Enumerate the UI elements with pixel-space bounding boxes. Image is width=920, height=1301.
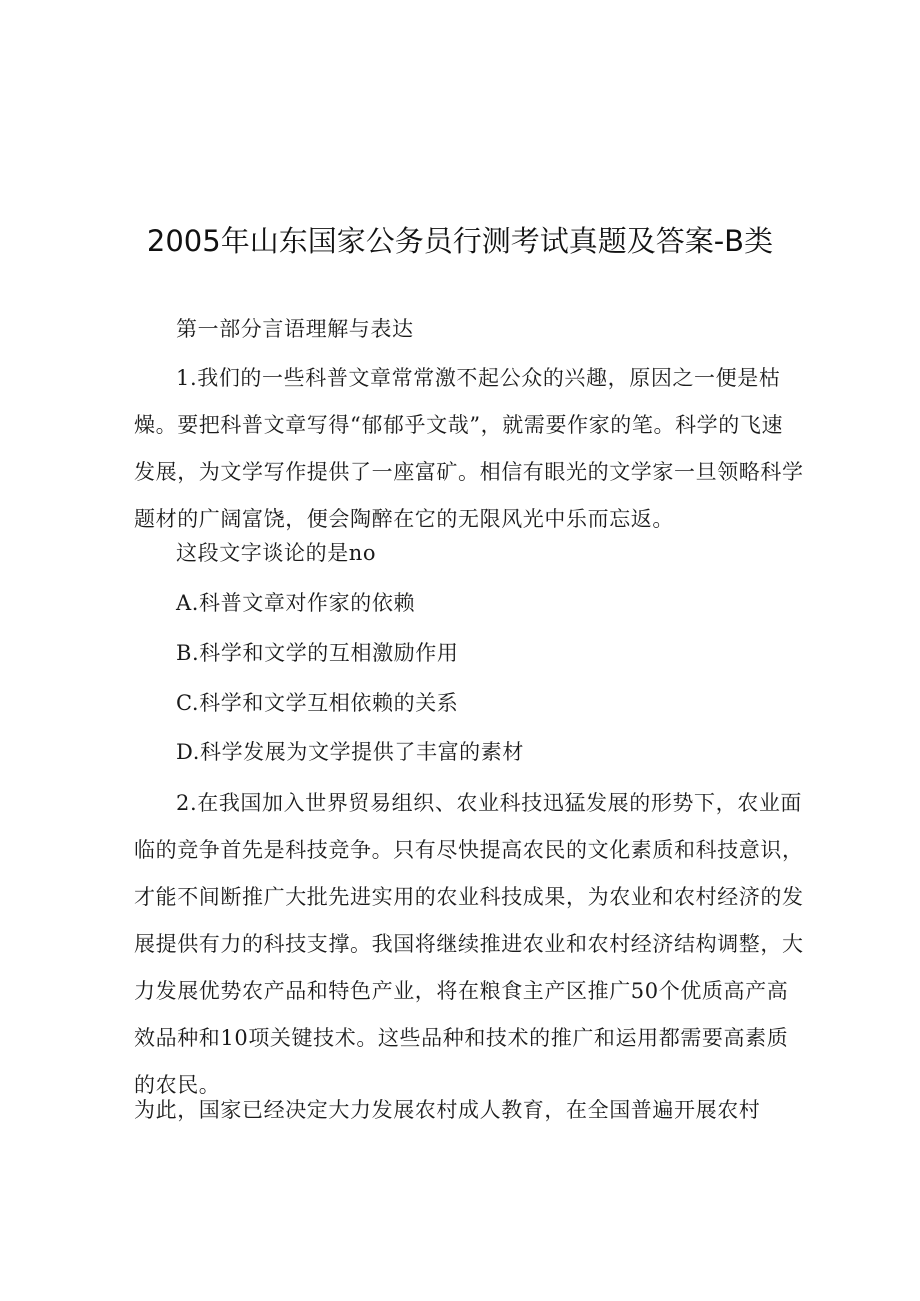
question-1-stem: 1.我们的一些科普文章常常激不起公众的兴趣，原因之一便是枯燥。要把科普文章写得“郁郁乎文哉”，就需要作家的笔。科学的飞速发展，为文学写作提供了一座富矿。相信有眼光的文学家一旦领略科学题材的广阔富饶，便会陶醉在它的无限风光中乐而忘返。 (134, 366, 804, 531)
document-title: 2005年山东国家公务员行测考试真题及答案-B类 (146, 224, 774, 258)
question-2-continuation: 为此，国家已经决定大力发展农村成人教育，在全国普遍开展农村 (134, 1098, 761, 1122)
option-c: C.科学和文学互相依赖的关系 (176, 691, 459, 715)
question-1-prompt: 这段文字谈论的是no (176, 541, 377, 565)
section-heading: 第一部分言语理解与表达 (176, 317, 414, 341)
option-b: B.科学和文学的互相激励作用 (176, 641, 459, 665)
option-d: D.科学发展为文学提供了丰富的素材 (176, 740, 524, 764)
option-a: A.科普文章对作家的依赖 (176, 591, 416, 615)
question-2-stem: 2.在我国加入世界贸易组织、农业科技迅猛发展的形势下，农业面临的竞争首先是科技竞争。只有尽快提高农民的文化素质和科技意识，才能不间断推广大批先进实用的农业科技成果，为农业和农村经济的发展提供有力的科技支撑。我国将继续推进农业和农村经济结构调整，大力发展优势农产品和特色产业，将在粮食主产区推广50个优质高产高效品种和10项关键技术。这些品种和技术的推广和运用都需要高素质的农民。 (134, 791, 804, 1097)
